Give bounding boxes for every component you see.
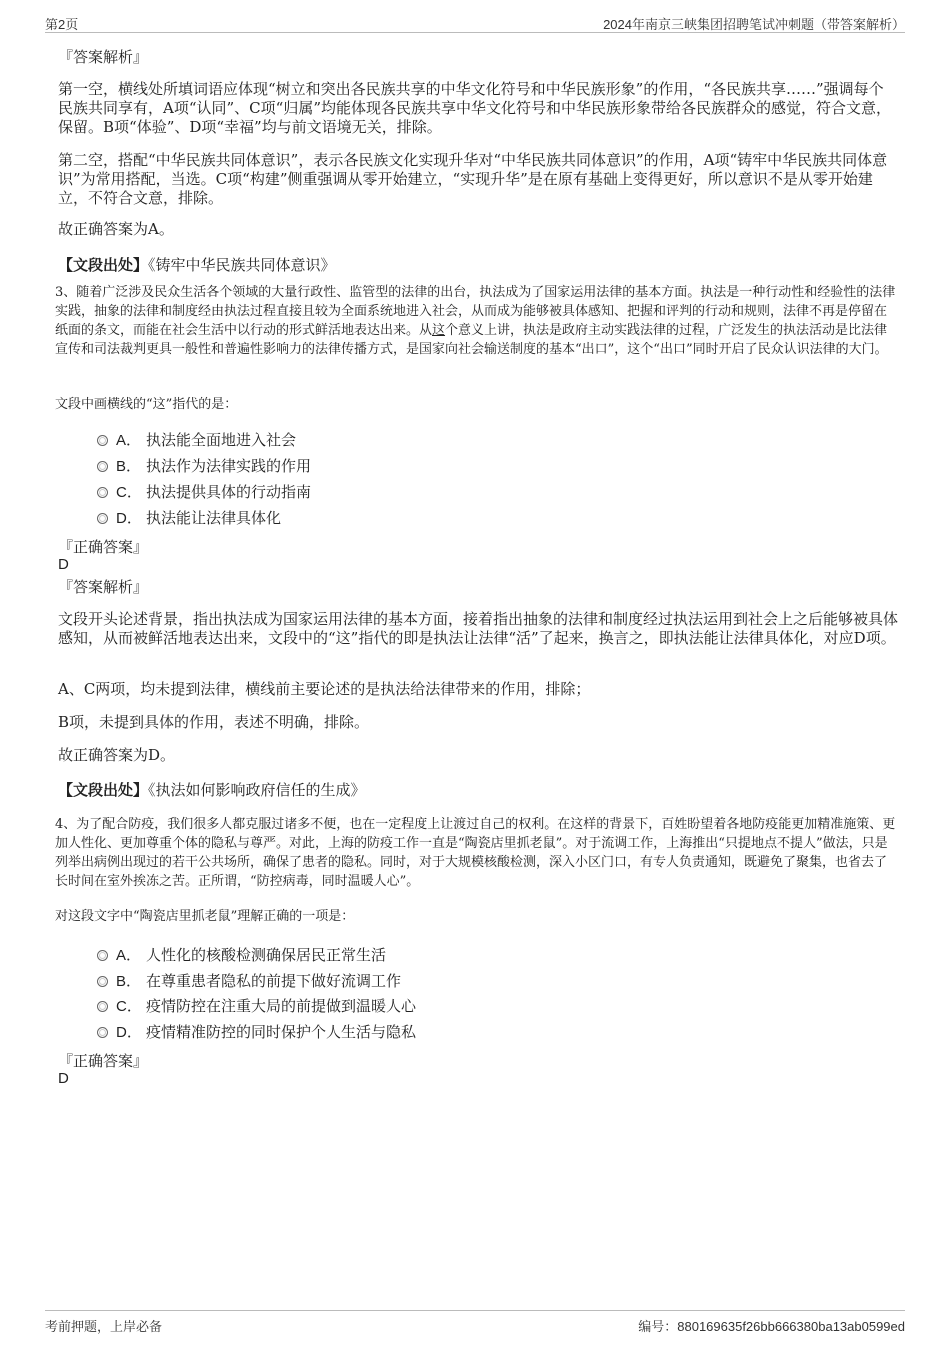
q4-option-c[interactable]: C． 疫情防控在注重大局的前提做到温暖人心 <box>97 996 416 1017</box>
source-title: 《铸牢中华民族共同体意识》 <box>148 256 336 274</box>
q4-prompt: 对这段文字中“陶瓷店里抓老鼠”理解正确的一项是： <box>55 909 355 924</box>
footer-slogan: 考前押题，上岸必备 <box>45 1319 163 1334</box>
correct-answer-label: 『正确答案』 <box>58 1052 149 1070</box>
q3-option-b[interactable]: B． 执法作为法律实践的作用 <box>97 456 311 477</box>
q2-conclusion: 故正确答案为A。 <box>58 220 174 238</box>
radio-icon[interactable] <box>97 1027 108 1038</box>
correct-answer-label: 『正确答案』 <box>58 538 149 556</box>
q3-option-d[interactable]: D． 执法能让法律具体化 <box>97 508 281 529</box>
q3-source <box>58 780 898 800</box>
radio-icon[interactable] <box>97 513 108 524</box>
q3-prompt: 文段中画横线的“这”指代的是： <box>55 397 238 412</box>
q2-analysis-paragraph-2: 第二空，搭配“中华民族共同体意识”，表示各民族文化实现升华对“中华民族共同体意识”的作用，A项“铸牢中华民族共同体意识”为常用搭配，当选。C项“构建”侧重强调从零开始建立，“实现升华”是在原有基础上变得更好，所以意识不是从零开始建立，不符合文意，排除。 <box>58 151 888 207</box>
analysis-label: 『答案解析』 <box>58 578 149 596</box>
q4-option-d[interactable]: D． 疫情精准防控的同时保护个人生活与隐私 <box>97 1022 416 1043</box>
q4-answer: D <box>58 1070 69 1087</box>
q4-option-b[interactable]: B． 在尊重患者隐私的前提下做好流调工作 <box>97 971 401 992</box>
q2-source <box>58 255 898 275</box>
q3-analysis-paragraph-1: 文段开头论述背景，指出执法成为国家运用法律的基本方面，接着指出抽象的法律和制度经过执法运用到社会上之后能够被具体感知，从而被鲜活地表达出来，文段中的“这”指代的即是执法让法律“活”了起来，换言之，即执法能让法律具体化，对应D项。 <box>58 610 899 647</box>
q3-analysis-paragraph-3: B项，未提到具体的作用，表述不明确，排除。 <box>58 713 370 731</box>
q4-option-a[interactable]: A． 人性化的核酸检测确保居民正常生活 <box>97 945 386 966</box>
document-title: 2024年南京三峡集团招聘笔试冲刺题（带答案解析） <box>603 17 905 32</box>
q3-answer: D <box>58 556 69 573</box>
radio-icon[interactable] <box>97 487 108 498</box>
source-label: 【文段出处】 <box>58 781 149 799</box>
q3-conclusion: 故正确答案为D。 <box>58 746 176 764</box>
page-footer <box>45 1310 905 1335</box>
q2-analysis-paragraph-1: 第一空，横线处所填词语应体现“树立和突出各民族共享的中华文化符号和中华民族形象”的作用，“各民族共享……”强调每个民族共同享有，A项“认同”、C项“归属”均能体现各民族共享中华文化符号和中华民族形象带给各民族群众的感觉，符合文意，保留。B项“体验”、D项“幸福”均与前文语境无关，排除。 <box>58 80 891 136</box>
q3-option-c[interactable]: C． 执法提供具体的行动指南 <box>97 482 311 503</box>
page-header <box>45 12 905 33</box>
radio-icon[interactable] <box>97 435 108 446</box>
page-number: 第2页 <box>45 17 79 32</box>
q3-passage: 3、随着广泛涉及民众生活各个领域的大量行政性、监管型的法律的出台，执法成为了国家运用法律的基本方面。执法是一种行动性和经验性的法律实践，抽象的法律和制度经由执法过程直接且较为全面系统地进入社会，从而成为能够被具体感知、把握和评判的行动和规则，法律不再是停留在纸面的条文，而能在社会生活中以行动的形式鲜活地表达出来。从这个意义上讲，执法是政府主动实践法律的过程，广泛发生的执法活动是比法律宣传和司法裁判更具一般性和普遍性影响力的法律传播方式，是国家向社会输送制度的基本“出口”，这个“出口”同时开启了民众认识法律的大门。 <box>55 285 896 357</box>
source-title: 《执法如何影响政府信任的生成》 <box>148 781 366 799</box>
underlined-word: 这 <box>432 323 446 338</box>
radio-icon[interactable] <box>97 461 108 472</box>
analysis-label: 『答案解析』 <box>58 48 149 66</box>
q3-analysis-paragraph-2: A、C两项，均未提到法律，横线前主要论述的是执法给法律带来的作用，排除； <box>58 680 591 698</box>
document-id: 编号：880169635f26bb666380ba13ab0599ed <box>638 1319 905 1334</box>
q4-passage: 4、为了配合防疫，我们很多人都克服过诸多不便，也在一定程度上让渡过自己的权利。在这样的背景下，百姓盼望着各地防疫能更加精准施策、更加人性化、更加尊重个体的隐私与尊严。对此，上海的防疫工作一直是“陶瓷店里抓老鼠”。对于流调工作，上海推出“只提地点不提人”做法，只是列举出病例出现过的若干公共场所，确保了患者的隐私。同时，对于大规模核酸检测，深入小区门口，有专人负责通知，既避免了聚集，也省去了长时间在室外挨冻之苦。正所谓，“防控病毒，同时温暖人心”。 <box>55 817 896 889</box>
radio-icon[interactable] <box>97 950 108 961</box>
source-label: 【文段出处】 <box>58 256 149 274</box>
radio-icon[interactable] <box>97 1001 108 1012</box>
q3-option-a[interactable]: A． 执法能全面地进入社会 <box>97 430 296 451</box>
radio-icon[interactable] <box>97 976 108 987</box>
